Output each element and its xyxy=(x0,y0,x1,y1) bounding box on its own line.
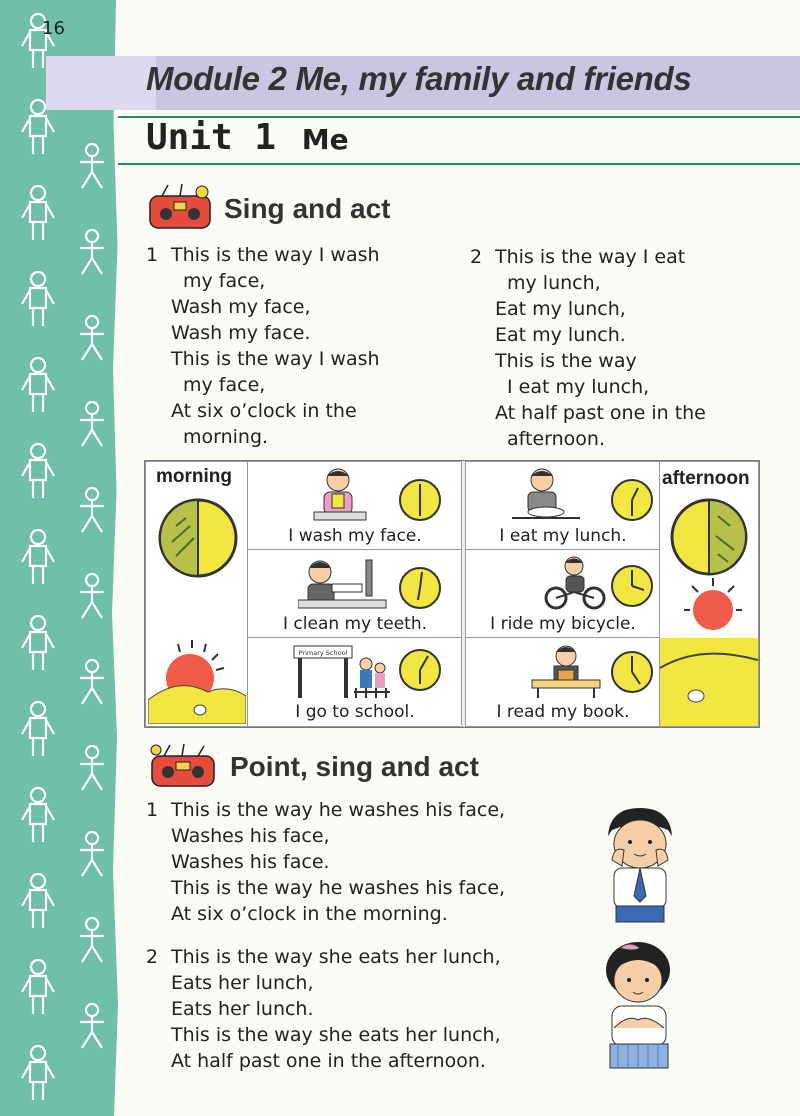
daily-routine-table xyxy=(144,460,760,728)
routine-caption: I read my book. xyxy=(496,702,630,722)
verse-line: afternoon. xyxy=(507,428,605,450)
afternoon-label: afternoon xyxy=(662,468,750,489)
verse-line: Washes his face. xyxy=(171,851,330,873)
school-gate-icon xyxy=(292,642,392,700)
verse-number: 2 xyxy=(470,246,483,268)
morning-column xyxy=(145,461,249,727)
verse-line: Wash my face. xyxy=(171,322,311,344)
half-day-clock-icon xyxy=(156,496,240,580)
cassette-radio-icon xyxy=(146,182,216,236)
verse-he xyxy=(146,797,566,927)
sunrise-icon xyxy=(148,630,246,724)
verse-line: Washes his face, xyxy=(171,825,330,847)
routine-caption: I ride my bicycle. xyxy=(490,614,636,634)
verse-line: my lunch, xyxy=(507,272,601,294)
child-riding-bicycle-icon xyxy=(542,554,608,610)
child-washing-face-icon xyxy=(310,466,370,522)
stick-figure-icon xyxy=(72,480,112,540)
stick-figure-icon xyxy=(18,784,58,844)
clock-icon xyxy=(610,650,654,694)
verse-line: This is the way she eats her lunch, xyxy=(171,946,501,968)
verse-line: This is the way I eat xyxy=(495,246,686,268)
verse-she xyxy=(146,944,566,1074)
verse-line: This is the way she eats her lunch, xyxy=(171,1024,501,1046)
stick-figure-icon xyxy=(72,136,112,196)
verse-number: 2 xyxy=(146,946,159,968)
verse-line: At half past one in the xyxy=(495,402,706,424)
girl-eating-lunch-illustration xyxy=(598,940,680,1072)
sunny-hill-icon xyxy=(660,638,758,726)
stick-figure-icon xyxy=(18,1042,58,1102)
stick-figure-icon xyxy=(72,996,112,1056)
verse-line: Eat my lunch. xyxy=(495,324,626,346)
stick-figure-icon xyxy=(18,870,58,930)
routine-caption: I clean my teeth. xyxy=(283,614,427,634)
unit-title xyxy=(146,117,349,158)
section-heading-point-sing-and-act: Point, sing and act xyxy=(230,751,479,782)
stick-figure-icon xyxy=(18,268,58,328)
clock-icon xyxy=(398,648,442,692)
verse-line: At six o’clock in the xyxy=(171,400,357,422)
stick-figure-icon xyxy=(18,526,58,586)
routine-caption: I go to school. xyxy=(295,702,415,722)
morning-label: morning xyxy=(156,466,232,487)
stick-figure-icon xyxy=(18,698,58,758)
verse-line: At half past one in the afternoon. xyxy=(171,1050,486,1072)
stick-figure-icon xyxy=(18,182,58,242)
verse-number: 1 xyxy=(146,799,159,821)
stick-figure-icon xyxy=(72,394,112,454)
clock-icon xyxy=(398,566,442,610)
routine-cell-wash-face xyxy=(247,461,463,551)
stick-figure-icon xyxy=(72,738,112,798)
routine-caption: I wash my face. xyxy=(288,526,422,546)
verse-line: This is the way xyxy=(495,350,637,372)
clock-icon xyxy=(398,478,442,522)
verse-2 xyxy=(470,244,770,452)
verse-line: Wash my face, xyxy=(171,296,311,318)
routine-cell-read-book xyxy=(465,637,661,727)
verse-line: Eats her lunch, xyxy=(171,972,314,994)
verse-line: morning. xyxy=(183,426,269,448)
cassette-radio-icon xyxy=(146,742,220,794)
module-title: Module 2 Me, my family and friends xyxy=(146,60,692,97)
verse-line: my face, xyxy=(183,374,266,396)
verse-number: 1 xyxy=(146,244,159,266)
stick-figure-icon xyxy=(18,354,58,414)
stick-figure-icon xyxy=(18,440,58,500)
verse-line: Eats her lunch. xyxy=(171,998,314,1020)
unit-rule xyxy=(118,163,800,165)
boy-washing-face-illustration xyxy=(600,806,680,924)
school-sign-text: Primary School xyxy=(298,649,348,657)
child-eating-lunch-icon xyxy=(512,466,582,522)
routine-cell-ride-bicycle xyxy=(465,549,661,639)
stick-figure-icon xyxy=(72,308,112,368)
stick-figure-icon xyxy=(72,824,112,884)
routine-cell-clean-teeth xyxy=(247,549,463,639)
verse-line: my face, xyxy=(183,270,266,292)
section-heading-sing-and-act: Sing and act xyxy=(224,193,391,224)
child-reading-book-icon xyxy=(528,642,604,698)
stick-figure-icon xyxy=(72,910,112,970)
verse-line: This is the way I wash xyxy=(171,244,380,266)
stick-figure-icon xyxy=(72,566,112,626)
routine-cell-go-to-school xyxy=(247,637,463,727)
routine-cell-eat-lunch xyxy=(465,461,661,551)
verse-line: This is the way he washes his face, xyxy=(171,799,506,821)
clock-icon xyxy=(610,564,654,608)
verse-line: At six o’clock in the morning. xyxy=(171,903,448,925)
stick-figure-icon xyxy=(72,652,112,712)
verse-1 xyxy=(146,242,446,450)
child-brushing-teeth-icon xyxy=(298,554,388,610)
half-day-clock-icon xyxy=(668,496,750,578)
unit-label: Unit 1 xyxy=(146,117,277,158)
verse-line: This is the way I wash xyxy=(171,348,380,370)
stick-figure-icon xyxy=(18,956,58,1016)
afternoon-column xyxy=(659,461,759,727)
page-number: 16 xyxy=(42,18,65,39)
stick-figure-icon xyxy=(72,222,112,282)
routine-caption: I eat my lunch. xyxy=(499,526,627,546)
verse-line: This is the way he washes his face, xyxy=(171,877,506,899)
verse-line: Eat my lunch, xyxy=(495,298,626,320)
clock-icon xyxy=(610,478,654,522)
unit-subtitle: Me xyxy=(301,123,349,156)
verse-line: I eat my lunch, xyxy=(507,376,650,398)
sun-icon xyxy=(678,572,748,642)
stick-figure-icon xyxy=(18,612,58,672)
